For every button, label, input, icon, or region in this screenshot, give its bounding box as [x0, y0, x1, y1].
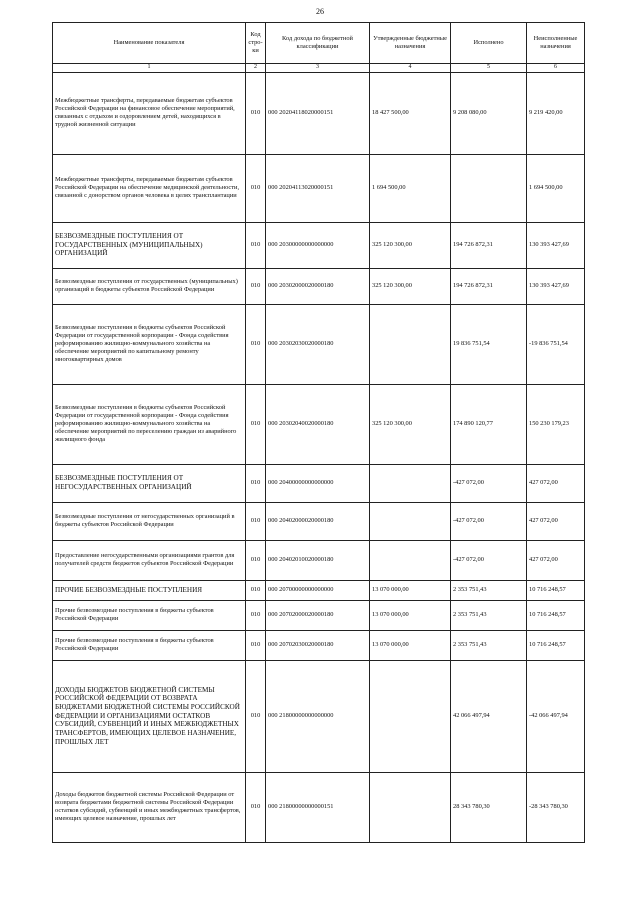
column-number-row — [53, 64, 585, 73]
row-name: Безвозмездные поступления в бюджеты субъектов Российской Федерации от государственной корпорации - Фонда содействия реформированию жилищно-коммунального хозяйства на обеспечение мероприятий по капитальному ремонту многоквартирных домов — [53, 304, 246, 384]
row-unexecuted: -19 836 751,54 — [527, 304, 585, 384]
budget-execution-table — [52, 22, 585, 843]
column-number: 3 — [266, 64, 370, 73]
row-name: Межбюджетные трансферты, передаваемые бюджетам субъектов Российской Федерации на финансовое обеспечение мероприятий, связанных с отдыхом и оздоровлением детей, находящихся в трудной жизненной ситуации — [53, 72, 246, 154]
row-name: БЕЗВОЗМЕЗДНЫЕ ПОСТУПЛЕНИЯ ОТ НЕГОСУДАРСТВЕННЫХ ОРГАНИЗАЦИЙ — [53, 464, 246, 502]
header-income-code: Код дохода по бюджетной классификации — [266, 23, 370, 64]
row-name: БЕЗВОЗМЕЗДНЫЕ ПОСТУПЛЕНИЯ ОТ ГОСУДАРСТВЕННЫХ (МУНИЦИПАЛЬНЫХ) ОРГАНИЗАЦИЙ — [53, 222, 246, 268]
row-line-code: 010 — [246, 772, 266, 842]
row-unexecuted: 130 393 427,69 — [527, 222, 585, 268]
row-income-code: 000 20302040020000180 — [266, 384, 370, 464]
column-number: 2 — [246, 64, 266, 73]
row-executed: -427 072,00 — [451, 540, 527, 580]
row-approved — [370, 502, 451, 540]
row-approved: 325 120 300,00 — [370, 268, 451, 304]
row-name: Прочие безвозмездные поступления в бюджеты субъектов Российской Федерации — [53, 630, 246, 660]
header-name: Наименование показателя — [53, 23, 246, 64]
row-line-code: 010 — [246, 384, 266, 464]
row-executed: 174 890 120,77 — [451, 384, 527, 464]
table-row — [53, 772, 585, 842]
table-row — [53, 580, 585, 600]
row-executed: 2 353 751,43 — [451, 580, 527, 600]
table-row — [53, 502, 585, 540]
row-income-code: 000 20204118020000151 — [266, 72, 370, 154]
row-income-code: 000 21800000000000000 — [266, 660, 370, 772]
row-executed: 2 353 751,43 — [451, 630, 527, 660]
header-executed: Исполнено — [451, 23, 527, 64]
row-unexecuted: -42 066 497,94 — [527, 660, 585, 772]
row-approved: 13 070 000,00 — [370, 630, 451, 660]
row-line-code: 010 — [246, 154, 266, 222]
row-approved — [370, 660, 451, 772]
row-line-code: 010 — [246, 660, 266, 772]
row-income-code: 000 20300000000000000 — [266, 222, 370, 268]
row-executed: 42 066 497,94 — [451, 660, 527, 772]
row-line-code: 010 — [246, 222, 266, 268]
row-line-code: 010 — [246, 600, 266, 630]
row-approved — [370, 772, 451, 842]
table-row — [53, 268, 585, 304]
row-unexecuted: 427 072,00 — [527, 464, 585, 502]
table-row — [53, 304, 585, 384]
table-row — [53, 384, 585, 464]
row-line-code: 010 — [246, 464, 266, 502]
table-row — [53, 222, 585, 268]
row-income-code: 000 20302000020000180 — [266, 268, 370, 304]
row-unexecuted: 150 230 179,23 — [527, 384, 585, 464]
row-unexecuted: 427 072,00 — [527, 502, 585, 540]
row-income-code: 000 20702030020000180 — [266, 630, 370, 660]
row-executed: 2 353 751,43 — [451, 600, 527, 630]
row-name: Безвозмездные поступления от негосударственных организаций в бюджеты субъектов Российской Федерации — [53, 502, 246, 540]
row-approved: 13 070 000,00 — [370, 580, 451, 600]
row-executed: 28 343 780,30 — [451, 772, 527, 842]
header-approved: Утвержденные бюджетные назначения — [370, 23, 451, 64]
row-income-code: 000 20702000020000180 — [266, 600, 370, 630]
table-row — [53, 630, 585, 660]
row-name: Предоставление негосударственными организациями грантов для получателей средств бюджетов субъектов Российской Федерации — [53, 540, 246, 580]
row-approved: 1 694 500,00 — [370, 154, 451, 222]
row-income-code: 000 20402010020000180 — [266, 540, 370, 580]
table-row — [53, 464, 585, 502]
row-approved: 18 427 500,00 — [370, 72, 451, 154]
header-line-code: Код стро-ки — [246, 23, 266, 64]
row-executed: -427 072,00 — [451, 464, 527, 502]
table-row — [53, 600, 585, 630]
row-approved — [370, 540, 451, 580]
row-income-code: 000 21800000000000151 — [266, 772, 370, 842]
table-row — [53, 154, 585, 222]
row-unexecuted: 130 393 427,69 — [527, 268, 585, 304]
column-number: 5 — [451, 64, 527, 73]
row-name: Безвозмездные поступления в бюджеты субъектов Российской Федерации от государственной корпорации - Фонда содействия реформированию жилищно-коммунального хозяйства на обеспечение мероприятий по переселению граждан из аварийного жилищного фонда — [53, 384, 246, 464]
row-executed: 9 208 080,00 — [451, 72, 527, 154]
row-unexecuted: 10 716 248,57 — [527, 580, 585, 600]
row-executed: 19 836 751,54 — [451, 304, 527, 384]
header-row — [53, 23, 585, 64]
table-row — [53, 540, 585, 580]
table-row — [53, 660, 585, 772]
page-number: 26 — [316, 7, 324, 16]
row-income-code: 000 20700000000000000 — [266, 580, 370, 600]
header-unexecuted: Неисполненные назначения — [527, 23, 585, 64]
row-income-code: 000 20400000000000000 — [266, 464, 370, 502]
row-approved: 325 120 300,00 — [370, 384, 451, 464]
column-number: 1 — [53, 64, 246, 73]
row-approved: 13 070 000,00 — [370, 600, 451, 630]
row-name: Прочие безвозмездные поступления в бюджеты субъектов Российской Федерации — [53, 600, 246, 630]
row-unexecuted: 1 694 500,00 — [527, 154, 585, 222]
row-name: ДОХОДЫ БЮДЖЕТОВ БЮДЖЕТНОЙ СИСТЕМЫ РОССИЙСКОЙ ФЕДЕРАЦИИ ОТ ВОЗВРАТА БЮДЖЕТАМИ БЮДЖЕТНОЙ СИСТЕМЫ РОССИЙСКОЙ ФЕДЕРАЦИИ И ОРГАНИЗАЦИЯМИ ОСТАТКОВ СУБСИДИЙ, СУБВЕНЦИЙ И ИНЫХ МЕЖБЮДЖЕТНЫХ ТРАНСФЕРТОВ, ИМЕЮЩИХ ЦЕЛЕВОЕ НАЗНАЧЕНИЕ, ПРОШЛЫХ ЛЕТ — [53, 660, 246, 772]
row-unexecuted: 427 072,00 — [527, 540, 585, 580]
row-executed: 194 726 872,31 — [451, 222, 527, 268]
row-income-code: 000 20204113020000151 — [266, 154, 370, 222]
row-executed — [451, 154, 527, 222]
row-name: Безвозмездные поступления от государственных (муниципальных) организаций в бюджеты субъектов Российской Федерации — [53, 268, 246, 304]
row-line-code: 010 — [246, 540, 266, 580]
row-unexecuted: 10 716 248,57 — [527, 630, 585, 660]
row-line-code: 010 — [246, 268, 266, 304]
row-name: ПРОЧИЕ БЕЗВОЗМЕЗДНЫЕ ПОСТУПЛЕНИЯ — [53, 580, 246, 600]
row-name: Межбюджетные трансферты, передаваемые бюджетам субъектов Российской Федерации на обеспечение медицинской деятельности, связанной с донорством органов человека в целях трансплантации — [53, 154, 246, 222]
row-line-code: 010 — [246, 72, 266, 154]
row-approved: 325 120 300,00 — [370, 222, 451, 268]
row-unexecuted: 10 716 248,57 — [527, 600, 585, 630]
row-unexecuted: 9 219 420,00 — [527, 72, 585, 154]
row-line-code: 010 — [246, 502, 266, 540]
table-row — [53, 72, 585, 154]
column-number: 4 — [370, 64, 451, 73]
row-executed: 194 726 872,31 — [451, 268, 527, 304]
row-line-code: 010 — [246, 630, 266, 660]
row-line-code: 010 — [246, 580, 266, 600]
row-approved — [370, 464, 451, 502]
column-number: 6 — [527, 64, 585, 73]
row-line-code: 010 — [246, 304, 266, 384]
row-executed: -427 072,00 — [451, 502, 527, 540]
row-income-code: 000 20402000020000180 — [266, 502, 370, 540]
row-income-code: 000 20302030020000180 — [266, 304, 370, 384]
row-approved — [370, 304, 451, 384]
row-unexecuted: -28 343 780,30 — [527, 772, 585, 842]
row-name: Доходы бюджетов бюджетной системы Российской Федерации от возврата бюджетами бюджетной системы Российской Федерации остатков субсидий, субвенций и иных межбюджетных трансфертов, имеющих целевое назначение, прошлых лет — [53, 772, 246, 842]
